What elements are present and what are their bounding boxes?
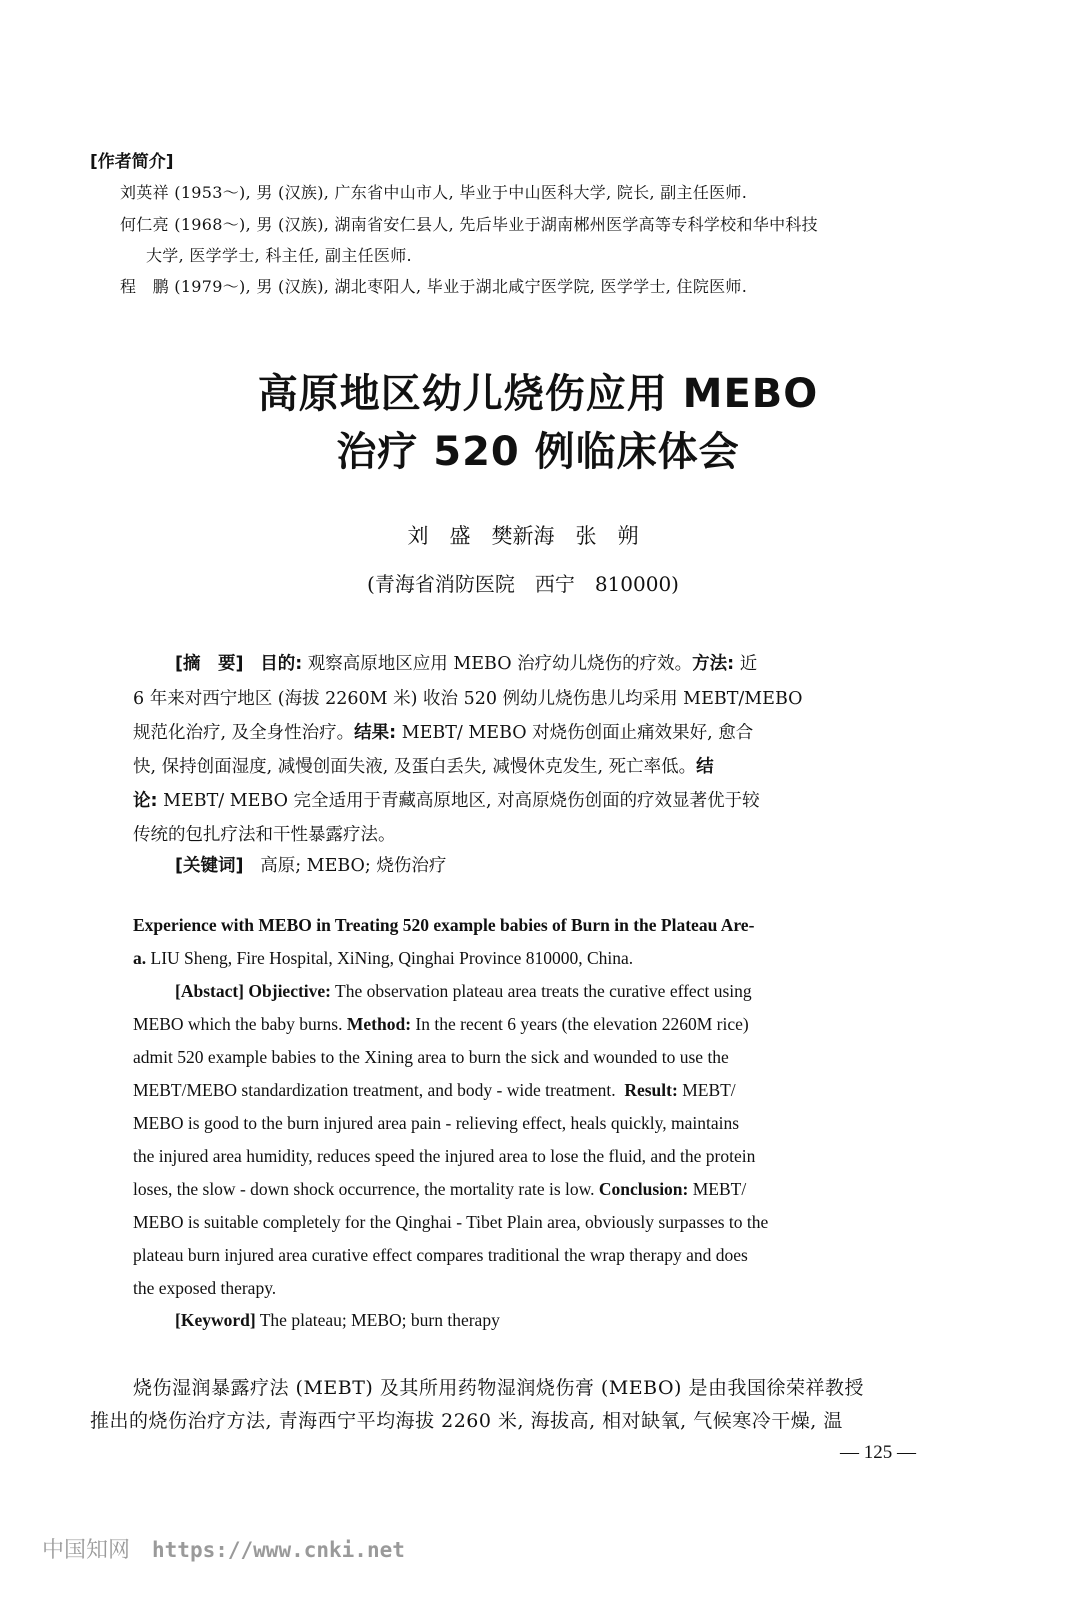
- en-abstract-line: the exposed therapy.: [133, 1278, 277, 1298]
- en-abstract-line: loses, the slow - down shock occurrence, the mortality rate is low. Conclusion: MEBT/: [133, 1179, 747, 1199]
- affiliation: (青海省消防医院 西宁 810000): [367, 572, 679, 596]
- en-abstract-line: [Abstact] Objiective: The observation plateau area treats the curative effect using: [175, 981, 752, 1001]
- authors: 刘 盛 樊新海 张 朔: [407, 524, 639, 548]
- en-title-line: Experience with MEBO in Treating 520 example babies of Burn in the Plateau Are-: [133, 915, 755, 935]
- bio-line: 何仁亮 (1968～), 男 (汉族), 湖南省安仁县人, 先后毕业于湖南郴州医学高等专科学校和华中科技: [120, 215, 818, 234]
- cn-abstract-line: 规范化治疗, 及全身性治疗。结果: MEBT/ MEBO 对烧伤创面止痛效果好, 愈合: [133, 723, 754, 743]
- en-keywords-label: [Keyword]: [175, 1310, 256, 1330]
- cn-abstract-line: 6 年来对西宁地区 (海拔 2260M 米) 收治 520 例幼儿烧伤患儿均采用 MEBT/MEBO: [133, 689, 803, 709]
- en-abstract-line: the injured area humidity, reduces speed the injured area to lose the fluid, and the protein: [133, 1146, 756, 1166]
- bio-line: 大学, 医学学士, 科主任, 副主任医师.: [146, 246, 412, 265]
- cn-abstract-line: 传统的包扎疗法和干性暴露疗法。: [133, 825, 396, 845]
- body-text-line: 烧伤湿润暴露疗法 (MEBT) 及其所用药物湿润烧伤膏 (MEBO) 是由我国徐荣祥教授: [133, 1377, 864, 1399]
- cn-abstract-line: [摘 要] 目的: 观察高原地区应用 MEBO 治疗幼儿烧伤的疗效。方法: 近: [175, 654, 758, 674]
- en-abstract-line: admit 520 example babies to the Xining area to burn the sick and wounded to use the: [133, 1047, 729, 1067]
- en-abstract-line: MEBO which the baby burns. Method: In the recent 6 years (the elevation 2260M rice): [133, 1014, 749, 1034]
- cn-abstract-line: 论: MEBT/ MEBO 完全适用于青藏高原地区, 对高原烧伤创面的疗效显著优于较: [133, 791, 760, 811]
- en-abstract-line: plateau burn injured area curative effect compares traditional the wrap therapy and does: [133, 1245, 748, 1265]
- footer-site: 中国知网: [42, 1538, 131, 1563]
- footer-watermark: [42, 1533, 405, 1564]
- cn-abstract-label: [摘 要]: [175, 654, 244, 674]
- en-keywords: [Keyword] The plateau; MEBO; burn therapy: [175, 1310, 500, 1330]
- bio-heading: [作者简介]: [90, 152, 174, 172]
- body-text-line: 推出的烧伤治疗方法, 青海西宁平均海拔 2260 米, 海拔高, 相对缺氧, 气候寒冷干燥, 温: [90, 1410, 843, 1432]
- en-title-line: a. LIU Sheng, Fire Hospital, XiNing, Qinghai Province 810000, China.: [133, 948, 634, 968]
- paper-title-line2: 治疗 520 例临床体会: [336, 429, 740, 475]
- cn-keywords-label: [关键词]: [175, 856, 244, 876]
- bio-line: 程 鹏 (1979～), 男 (汉族), 湖北枣阳人, 毕业于湖北咸宁医学院, 医学学士, 住院医师.: [120, 277, 748, 296]
- page-number: — 125 —: [840, 1442, 916, 1463]
- paper-title-line1: 高原地区幼儿烧伤应用 MEBO: [257, 371, 819, 417]
- cn-abstract-line: 快, 保持创面湿度, 减慢创面失液, 及蛋白丢失, 减慢休克发生, 死亡率低。结: [133, 757, 714, 777]
- bio-line: 刘英祥 (1953～), 男 (汉族), 广东省中山市人, 毕业于中山医科大学, 院长, 副主任医师.: [120, 183, 748, 202]
- en-abstract-line: MEBO is good to the burn injured area pain - relieving effect, heals quickly, maintains: [133, 1113, 740, 1133]
- en-abstract-line: MEBO is suitable completely for the Qinghai - Tibet Plain area, obviously surpasses to the: [133, 1212, 769, 1232]
- cn-keywords: [关键词] 高原; MEBO; 烧伤治疗: [175, 856, 447, 876]
- en-abstract-line: MEBT/MEBO standardization treatment, and body - wide treatment. Result: MEBT/: [133, 1080, 736, 1100]
- footer-url[interactable]: https://www.cnki.net: [152, 1538, 405, 1562]
